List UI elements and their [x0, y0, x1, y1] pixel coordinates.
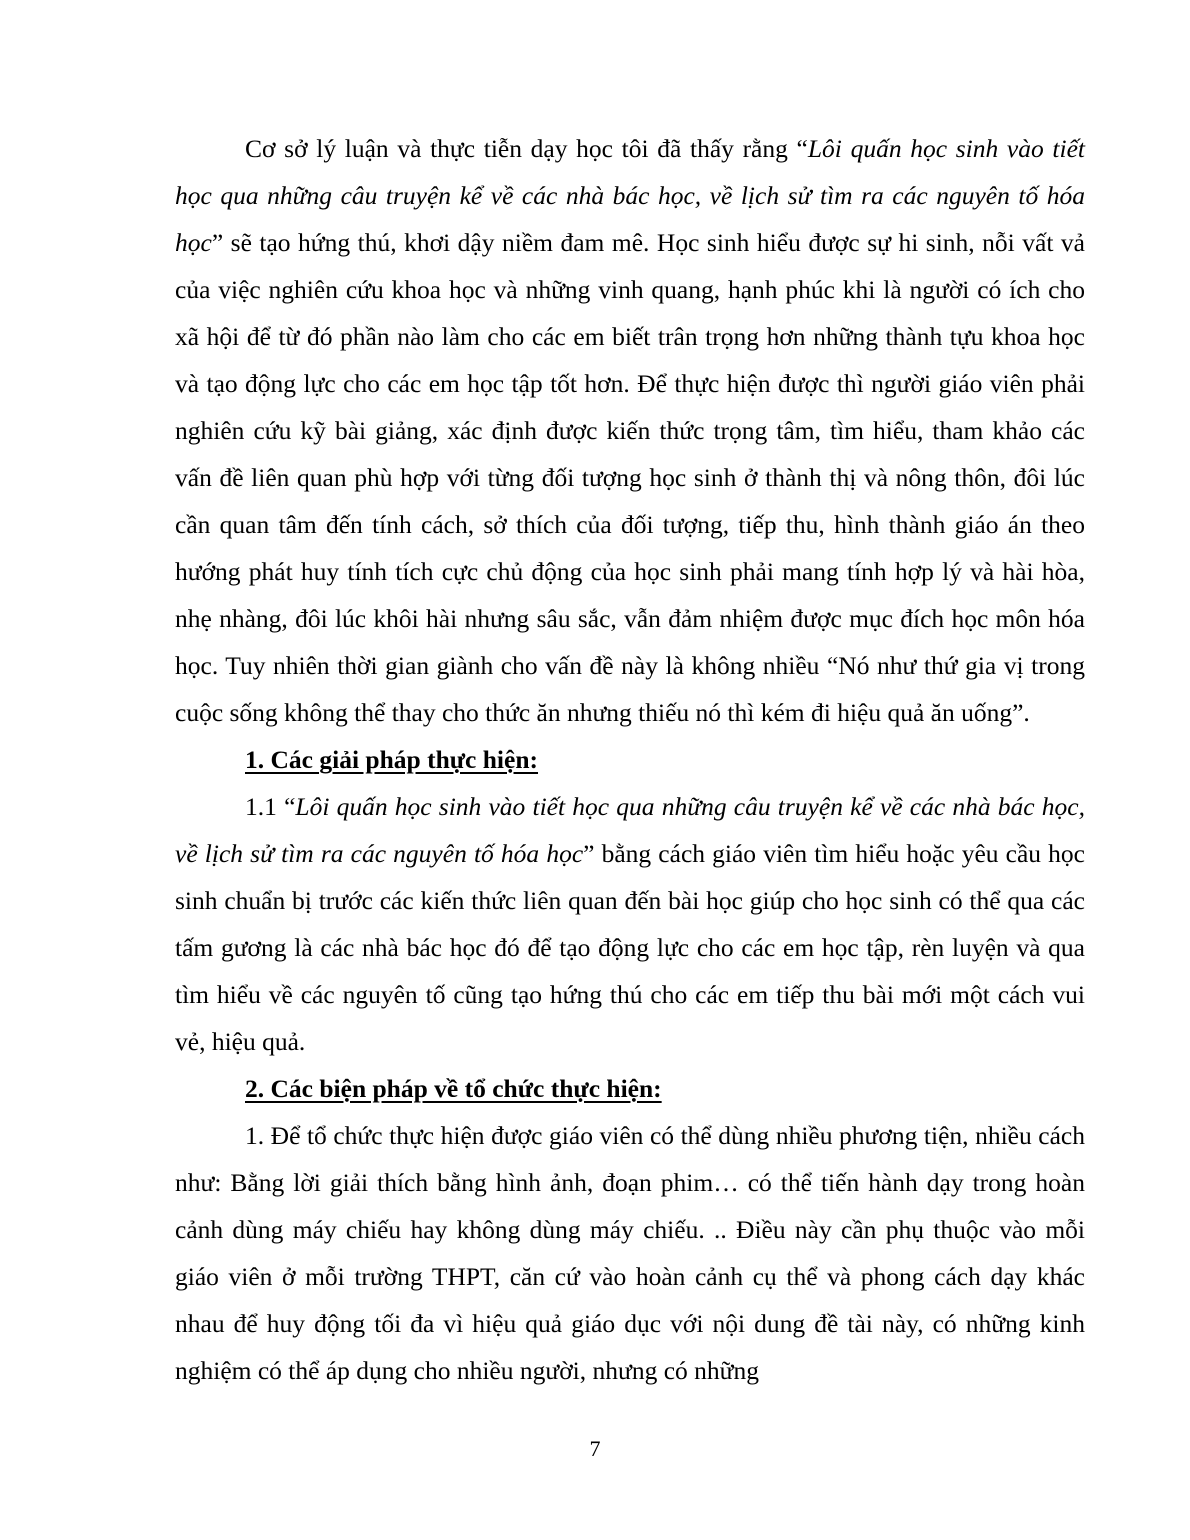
- paragraph-organization: 1. Để tổ chức thực hiện được giáo viên có thể dùng nhiều phương tiện, nhiều cách như: Bằng lời giải thích bằng hình ảnh, đoạn phim… có thể tiến hành dạy trong hoàn cảnh dùng máy chiếu hay không dùng máy chiếu. .. Điều này cần phụ thuộc vào mỗi giáo viên ở mỗi trường THPT, căn cứ vào hoàn cảnh cụ thể và phong cách dạy khác nhau để huy động tối đa vì hiệu quả giáo dục với nội dung đề tài này, có những kinh nghiệm có thể áp dụng cho nhiều người, nhưng có những: [175, 1121, 1085, 1385]
- section-heading-organization: 2. Các biện pháp về tổ chức thực hiện:: [245, 1074, 662, 1103]
- paragraph-solution-quote: Lôi quấn học sinh vào tiết học qua những câu truyện kể về các nhà bác học, về lịch sử tìm ra các nguyên tố hóa học: [175, 792, 1085, 868]
- paragraph-solution-body: ” bằng cách giáo viên tìm hiểu hoặc yêu cầu học sinh chuẩn bị trước các kiến thức liên quan đến bài học giúp cho học sinh có thể qua các tấm gương là các nhà bác học đó để tạo động lực cho các em học tập, rèn luyện và qua tìm hiểu về các nguyên tố cũng tạo hứng thú cho các em tiếp thu bài mới một cách vui vẻ, hiệu quả.: [175, 839, 1085, 1056]
- paragraph-rationale: [175, 125, 1085, 736]
- paragraph-solution-1-1: [175, 783, 1085, 1065]
- document-page: [175, 125, 1085, 1394]
- paragraph-solution-lead: 1.1 “: [245, 792, 296, 821]
- section-heading-solutions: 1. Các giải pháp thực hiện:: [245, 745, 539, 774]
- paragraph-rationale-body: ” sẽ tạo hứng thú, khơi dậy niềm đam mê. Học sinh hiểu được sự hi sinh, nỗi vất vả của việc nghiên cứu khoa học và những vinh quang, hạnh phúc khi là người có ích cho xã hội để từ đó phần nào làm cho các em biết trân trọng hơn những thành tựu khoa học và tạo động lực cho các em học tập tốt hơn. Để thực hiện được thì người giáo viên phải nghiên cứu kỹ bài giảng, xác định được kiến thức trọng tâm, tìm hiểu, tham khảo các vấn đề liên quan phù hợp với từng đối tượng học sinh ở thành thị và nông thôn, đôi lúc cần quan tâm đến tính cách, sở thích của đối tượng, tiếp thu, hình thành giáo án theo hướng phát huy tính tích cực chủ động của học sinh phải mang tính hợp lý và hài hòa, nhẹ nhàng, đôi lúc khôi hài nhưng sâu sắc, vẫn đảm nhiệm được mục đích học môn hóa học. Tuy nhiên thời gian giành cho vấn đề này là không nhiều “Nó như thứ gia vị trong cuộc sống không thể thay cho thức ăn nhưng thiếu nó thì kém đi hiệu quả ăn uống”.: [175, 228, 1085, 727]
- page-number: 7: [589, 1436, 601, 1461]
- paragraph-rationale-lead: Cơ sở lý luận và thực tiễn dạy học tôi đã thấy rằng “: [245, 134, 808, 163]
- paragraph-rationale-quote: Lôi quấn học sinh vào tiết học qua những câu truyện kể về các nhà bác học, về lịch sử tìm ra các nguyên tố hóa học: [175, 134, 1085, 257]
